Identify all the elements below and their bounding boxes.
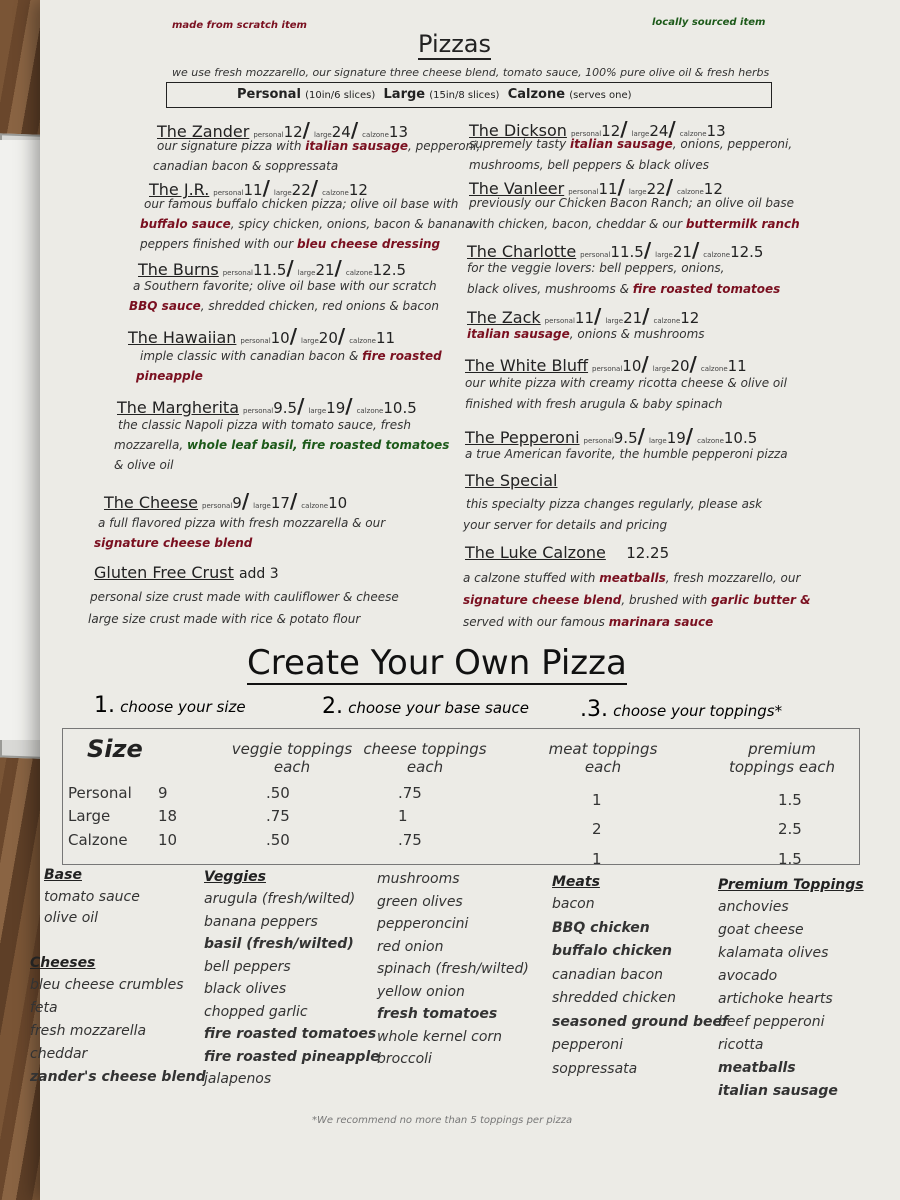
price-slash: / (345, 394, 353, 418)
list-item-cheeses: fresh mozzarella (30, 1023, 147, 1039)
table-cell-0-2: .50 (266, 784, 290, 802)
price-large: 19 (666, 429, 686, 447)
list-item-premium: ricotta (718, 1037, 764, 1053)
price-large: 19 (326, 399, 346, 417)
list-item-premium: artichoke hearts (718, 991, 833, 1007)
list-item-meats: buffalo chicken (552, 943, 673, 959)
special-desc-1: this specialty pizza changes regularly, please ask (466, 497, 763, 511)
list-item-premium: goat cheese (718, 922, 804, 938)
size-label-large: large (253, 502, 271, 510)
footnote: *We recommend no more than 5 toppings per pizza (312, 1115, 573, 1126)
price-large: 21 (623, 309, 643, 327)
luke-d3b: marinara sauce (608, 615, 714, 629)
desc-text: for the veggie lovers: bell peppers, onions, (467, 261, 725, 275)
table-cell-1-1: 18 (158, 807, 178, 825)
luke-price: 12.25 (626, 544, 670, 562)
desc-text: , spicy chicken, onions, bacon & banana (230, 217, 473, 231)
price-personal: 10 (270, 329, 290, 347)
price-slash: / (691, 238, 700, 262)
desc-text: mozzarella, (114, 438, 187, 452)
list-item-meats: canadian bacon (552, 966, 664, 983)
price-large: 22 (291, 181, 311, 199)
size-label-calzone: calzone (703, 251, 731, 259)
list-item-base: tomato sauce (44, 889, 140, 905)
desc-highlight: italian sausage (467, 327, 570, 341)
desc-text: black olives, mushrooms & (467, 282, 633, 296)
step-2-num: 2. (322, 694, 343, 719)
right-pizza-name: The Dickson (469, 121, 567, 140)
list-item-veggies: basil (fresh/wilted) (204, 936, 354, 952)
left-pizza-desc-2 (153, 159, 338, 173)
desc-text: , onions, pepperoni, (672, 137, 793, 151)
table-cell-1-0: Large (68, 807, 111, 825)
size-large: Large (383, 87, 426, 102)
right-pizza-desc-1 (465, 376, 787, 390)
list-item-cheeses: zander's cheese blend (30, 1069, 206, 1085)
table-cell-0-1: 9 (158, 784, 168, 802)
desc-text: supremely tasty (469, 137, 571, 151)
desc-text: finished with fresh arugula & baby spinach (465, 397, 723, 411)
table-cell-2-1: 10 (158, 831, 178, 849)
size-label-calzone: calzone (345, 269, 373, 277)
price-slash: / (642, 304, 650, 328)
price-slash: / (594, 304, 602, 328)
price-slash: / (289, 324, 298, 348)
price-slash: / (286, 256, 294, 280)
price-personal: 12 (283, 123, 303, 141)
size-label-personal: personal (240, 337, 271, 345)
luke-d1c: , fresh mozzarello, our (665, 571, 801, 585)
left-pizza-5 (104, 489, 347, 513)
list-item-veggies2: broccoli (377, 1051, 432, 1067)
list-item-premium: avocado (718, 968, 778, 984)
table-size-label: Size (87, 735, 143, 763)
size-label-calzone: calzone (697, 437, 724, 445)
left-pizza-2 (138, 256, 406, 280)
pizzas-title: Pizzas (418, 30, 492, 58)
desc-text: canadian bacon & soppressata (153, 159, 339, 173)
luke-d2c: garlic butter & (711, 593, 811, 607)
table-cell-2-3: .75 (398, 831, 422, 849)
right-pizza-desc-2 (469, 217, 800, 231)
luke-d2b: signature cheese blend (463, 593, 622, 607)
left-pizza-name: The Margherita (117, 398, 239, 417)
left-pizza-desc-2 (129, 299, 439, 313)
right-pizza-4 (465, 352, 747, 376)
size-label-large: large (648, 437, 667, 445)
size-label-large: large (308, 407, 327, 415)
luke-desc-2 (463, 593, 811, 607)
price-personal: 9.5 (273, 399, 298, 417)
right-pizza-name: The Charlotte (467, 242, 577, 261)
luke-desc-3 (463, 615, 713, 629)
size-calzone: Calzone (507, 87, 566, 102)
desc-text: , pepperoni, (408, 139, 481, 153)
desc-highlight: whole leaf basil, fire roasted tomatoes (186, 438, 450, 452)
size-label-large: large (605, 317, 624, 325)
size-label-calzone: calzone (301, 502, 329, 510)
price-slash: / (637, 424, 645, 448)
list-item-veggies: fire roasted tomatoes (204, 1026, 377, 1042)
gluten-free-price: add 3 (238, 566, 279, 582)
size-label-large: large (313, 131, 332, 139)
left-pizza-desc-1 (140, 349, 442, 363)
list-title-meats: Meats (552, 874, 600, 890)
left-pizza-desc-1 (144, 197, 458, 211)
price-large: 17 (270, 494, 290, 512)
size-label-personal: personal (213, 189, 244, 197)
pizzas-intro: we use fresh mozzarello, our signature three cheese blend, tomato sauce, 100% pure olive oil & fresh herbs (172, 66, 770, 79)
left-pizza-desc-2 (114, 438, 449, 452)
table-cell-2-0: Calzone (68, 831, 128, 849)
size-label-calzone: calzone (653, 317, 681, 325)
size-label-calzone: calzone (322, 189, 349, 197)
size-label-personal: personal (243, 407, 274, 415)
step-3-num: .3. (580, 697, 608, 722)
left-pizza-name: The Burns (138, 260, 219, 279)
left-pizza-desc-1 (133, 279, 437, 293)
table-col-0: veggie toppings each (231, 740, 353, 776)
list-item-veggies2: spinach (fresh/wilted) (377, 961, 529, 977)
desc-text: a Southern favorite; olive oil base with our scratch (133, 279, 437, 293)
price-slash: / (668, 117, 676, 141)
table-col-3: premium toppings each (728, 740, 836, 776)
right-pizza-5 (465, 424, 757, 448)
size-personal: Personal (237, 87, 301, 102)
size-label-personal: personal (202, 502, 233, 510)
desc-highlight: pineapple (136, 369, 203, 383)
local-note: locally sourced item (652, 17, 766, 28)
desc-highlight: BBQ sauce (129, 299, 201, 313)
table-cell-1-4: 2 (592, 820, 602, 838)
step-1-text: choose your size (120, 698, 246, 716)
list-item-meats: soppressata (552, 1060, 638, 1077)
table-cell-1-2: .75 (266, 807, 290, 825)
list-item-meats: shredded chicken (552, 990, 677, 1006)
price-personal: 11 (574, 309, 594, 327)
desc-text: a full flavored pizza with fresh mozzarella & our (98, 516, 386, 530)
price-slash: / (617, 175, 625, 199)
left-pizza-desc-3 (114, 458, 174, 472)
price-slash: / (337, 324, 346, 348)
list-item-veggies: fire roasted pineapple (204, 1048, 380, 1065)
list-item-premium: kalamata olives (718, 945, 829, 961)
size-label-calzone: calzone (356, 407, 384, 415)
price-slash: / (641, 352, 649, 376)
desc-highlight: signature cheese blend (94, 536, 253, 550)
size-label-personal: personal (592, 365, 623, 373)
list-item-veggies: black olives (204, 981, 287, 997)
price-large: 20 (318, 329, 338, 347)
list-item-premium: italian sausage (718, 1083, 838, 1099)
table-cell-0-4: 1 (592, 791, 602, 809)
size-label-personal: personal (570, 130, 602, 138)
left-pizza-4 (117, 394, 417, 418)
price-personal: 9.5 (613, 429, 638, 447)
gluten-free-desc-2: large size crust made with rice & potato flour (88, 612, 361, 626)
price-calzone: 11 (376, 329, 396, 347)
list-item-veggies2: mushrooms (377, 871, 460, 887)
size-label-personal: personal (583, 437, 614, 445)
price-calzone: 12.5 (372, 261, 407, 279)
list-item-premium: meatballs (718, 1060, 796, 1076)
desc-text: imple classic with canadian bacon & (140, 349, 363, 363)
size-label-large: large (631, 130, 650, 138)
left-pizza-name: The Zander (157, 122, 250, 141)
size-line (237, 87, 632, 102)
step-3 (580, 697, 782, 722)
price-calzone: 11 (727, 357, 747, 375)
size-label-calzone: calzone (362, 131, 389, 139)
price-slash: / (620, 117, 628, 141)
size-label-large: large (655, 251, 673, 259)
left-pizza-desc-1 (118, 418, 411, 432)
list-item-veggies: chopped garlic (204, 1003, 308, 1020)
price-slash: / (689, 352, 697, 376)
price-slash: / (334, 256, 342, 280)
size-label-calzone: calzone (700, 365, 728, 373)
left-pizza-desc-1 (98, 516, 385, 530)
luke-d1b: meatballs (599, 571, 666, 585)
desc-highlight: buffalo sauce (140, 217, 231, 231)
table-col-2: meat toppings each (548, 740, 658, 776)
table-cell-1-3: 1 (398, 807, 408, 825)
gluten-free-block (94, 563, 279, 582)
table-col-1: cheese toppings each (363, 740, 487, 776)
desc-text: our signature pizza with (157, 139, 306, 153)
desc-highlight: buttermilk ranch (685, 217, 800, 231)
price-slash: / (262, 176, 270, 200)
cyo-title: Create Your Own Pizza (247, 643, 627, 683)
desc-text: the classic Napoli pizza with tomato sauce, fresh (118, 418, 411, 432)
list-item-veggies2: yellow onion (377, 983, 465, 1000)
gluten-free-name: Gluten Free Crust (94, 563, 234, 582)
step-2 (322, 694, 529, 719)
list-item-veggies2: red onion (377, 938, 444, 955)
size-calzone-desc: (serves one) (569, 90, 632, 101)
price-slash: / (685, 424, 694, 448)
price-personal: 12 (601, 122, 621, 140)
desc-text: our white pizza with creamy ricotta cheese & olive oil (465, 376, 787, 390)
size-label-large: large (652, 365, 671, 373)
right-pizza-desc-1 (465, 447, 788, 461)
price-large: 24 (331, 123, 351, 141)
size-personal-desc: (10in/6 slices) (305, 90, 376, 101)
list-item-premium: beef pepperoni (718, 1014, 825, 1030)
price-calzone: 13 (706, 122, 726, 140)
left-pizza-name: The Hawaiian (128, 328, 237, 347)
table-cell-2-4: 1 (592, 850, 602, 868)
price-slash: / (643, 238, 652, 262)
right-pizza-desc-2 (469, 158, 709, 172)
desc-highlight: fire roasted (362, 349, 442, 363)
price-personal: 11.5 (610, 243, 644, 261)
left-pizza-desc-2 (136, 369, 203, 383)
left-pizza-desc-3 (140, 237, 440, 251)
size-label-calzone: calzone (677, 188, 704, 196)
size-label-personal: personal (568, 188, 599, 196)
price-slash: / (665, 175, 673, 199)
right-pizza-name: The Zack (467, 308, 541, 327)
step-3-text: choose your toppings* (613, 702, 783, 720)
desc-text: peppers finished with our (140, 237, 297, 251)
price-personal: 11.5 (252, 261, 287, 279)
right-pizza-name: The Vanleer (469, 179, 565, 198)
list-title-veggies: Veggies (204, 869, 266, 885)
price-calzone: 10.5 (723, 429, 758, 447)
left-pizza-name: The J.R. (149, 180, 210, 199)
price-slash: / (310, 176, 319, 200)
desc-text: & olive oil (114, 458, 174, 472)
step-1-num: 1. (94, 693, 115, 718)
list-item-veggies2: fresh tomatoes (377, 1006, 498, 1022)
luke-d1: a calzone stuffed with (463, 571, 600, 585)
price-calzone: 12.5 (730, 243, 764, 261)
desc-text: mushrooms, bell peppers & black olives (469, 158, 710, 172)
luke-d2: , brushed with (621, 593, 712, 607)
list-title-base: Base (44, 867, 82, 883)
right-pizza-desc-2 (467, 282, 780, 296)
list-item-meats: pepperoni (552, 1037, 623, 1053)
left-pizza-desc-2 (94, 536, 252, 550)
right-pizza-desc-2 (465, 397, 723, 411)
list-item-cheeses: bleu cheese crumbles (30, 977, 184, 993)
price-large: 21 (672, 243, 692, 261)
list-title-cheeses: Cheeses (30, 955, 96, 971)
list-item-veggies: arugula (fresh/wilted) (204, 891, 356, 907)
size-label-large: large (273, 189, 292, 197)
list-item-veggies: banana peppers (204, 913, 318, 930)
left-pizza-3 (128, 324, 395, 348)
list-item-cheeses: feta (30, 1000, 58, 1016)
step-2-text: choose your base sauce (348, 699, 530, 717)
luke-desc-1 (463, 571, 800, 585)
price-large: 22 (646, 180, 666, 198)
table-cell-2-5: 1.5 (778, 850, 802, 868)
luke-d3: served with our famous (463, 615, 609, 629)
desc-highlight: fire roasted tomatoes (632, 282, 781, 296)
right-pizza-3 (467, 304, 699, 328)
special-name: The Special (465, 471, 558, 490)
right-pizza-desc-1 (467, 261, 724, 275)
price-calzone: 12 (703, 180, 723, 198)
size-label-personal: personal (544, 317, 575, 325)
right-pizza-desc-1 (469, 137, 792, 151)
desc-highlight: italian sausage (570, 137, 673, 151)
luke-name: The Luke Calzone (465, 543, 606, 562)
left-pizza-desc-2 (140, 217, 472, 231)
list-item-veggies2: green olives (377, 893, 463, 910)
table-cell-0-5: 1.5 (778, 791, 802, 809)
price-calzone: 13 (388, 123, 409, 141)
price-slash: / (350, 118, 359, 142)
size-large-desc: (15in/8 slices) (429, 90, 500, 101)
luke-calzone (465, 543, 669, 562)
size-label-calzone: calzone (349, 337, 376, 345)
desc-text: with chicken, bacon, cheddar & our (469, 217, 686, 231)
size-label-calzone: calzone (679, 130, 707, 138)
price-calzone: 12 (348, 181, 368, 199)
table-cell-1-5: 2.5 (778, 820, 802, 838)
list-item-meats: seasoned ground beef (552, 1013, 729, 1030)
desc-text: , shredded chicken, red onions & bacon (200, 299, 440, 313)
special-desc-2: your server for details and pricing (463, 518, 668, 532)
price-calzone: 12 (680, 309, 700, 327)
price-slash: / (241, 489, 250, 513)
size-label-large: large (297, 269, 316, 277)
desc-text: previously our Chicken Bacon Ranch; an olive oil base (469, 196, 794, 210)
size-label-personal: personal (580, 251, 611, 259)
table-cell-2-2: .50 (266, 831, 290, 849)
right-pizza-desc-1 (469, 196, 794, 210)
list-item-meats: BBQ chicken (552, 919, 650, 936)
list-item-meats: bacon (552, 896, 595, 912)
list-item-base: olive oil (44, 910, 99, 926)
size-label-personal: personal (222, 269, 253, 277)
gluten-free-desc-1: personal size crust made with cauliflower & cheese (90, 590, 399, 604)
price-calzone: 10.5 (383, 399, 417, 417)
price-calzone: 10 (328, 494, 348, 512)
right-pizza-desc-1 (467, 327, 705, 341)
price-large: 21 (315, 261, 335, 279)
size-label-personal: personal (253, 131, 284, 139)
price-slash: / (289, 489, 298, 513)
left-pizza-desc-1 (157, 139, 480, 153)
right-pizza-name: The Pepperoni (465, 428, 580, 447)
price-personal: 9 (232, 494, 242, 512)
left-pizza-name: The Cheese (104, 493, 199, 512)
desc-text: , onions & mushrooms (569, 327, 705, 341)
price-slash: / (297, 394, 305, 418)
price-slash: / (302, 118, 310, 142)
desc-text: a true American favorite, the humble pepperoni pizza (465, 447, 788, 461)
desc-highlight: italian sausage (305, 139, 409, 153)
step-1 (94, 693, 246, 718)
scratch-note: made from scratch item (172, 20, 307, 31)
price-large: 20 (670, 357, 690, 375)
price-large: 24 (649, 122, 669, 140)
list-item-veggies2: whole kernel corn (377, 1028, 503, 1045)
price-personal: 11 (598, 180, 618, 198)
right-pizza-2 (467, 238, 763, 262)
desc-text: our famous buffalo chicken pizza; olive oil base with (144, 197, 459, 211)
desc-highlight: bleu cheese dressing (296, 237, 441, 251)
list-item-veggies: bell peppers (204, 958, 291, 975)
list-item-premium: anchovies (718, 899, 789, 915)
right-pizza-name: The White Bluff (465, 356, 589, 375)
table-cell-0-3: .75 (398, 784, 422, 802)
size-label-large: large (628, 188, 647, 196)
list-item-veggies2: pepperoncini (377, 916, 469, 932)
size-label-large: large (301, 337, 319, 345)
list-title-premium: Premium Toppings (718, 877, 864, 893)
list-item-veggies: jalapenos (204, 1071, 272, 1087)
list-item-cheeses: cheddar (30, 1046, 88, 1062)
price-personal: 11 (243, 181, 263, 199)
table-cell-0-0: Personal (68, 784, 132, 802)
price-personal: 10 (622, 357, 642, 375)
